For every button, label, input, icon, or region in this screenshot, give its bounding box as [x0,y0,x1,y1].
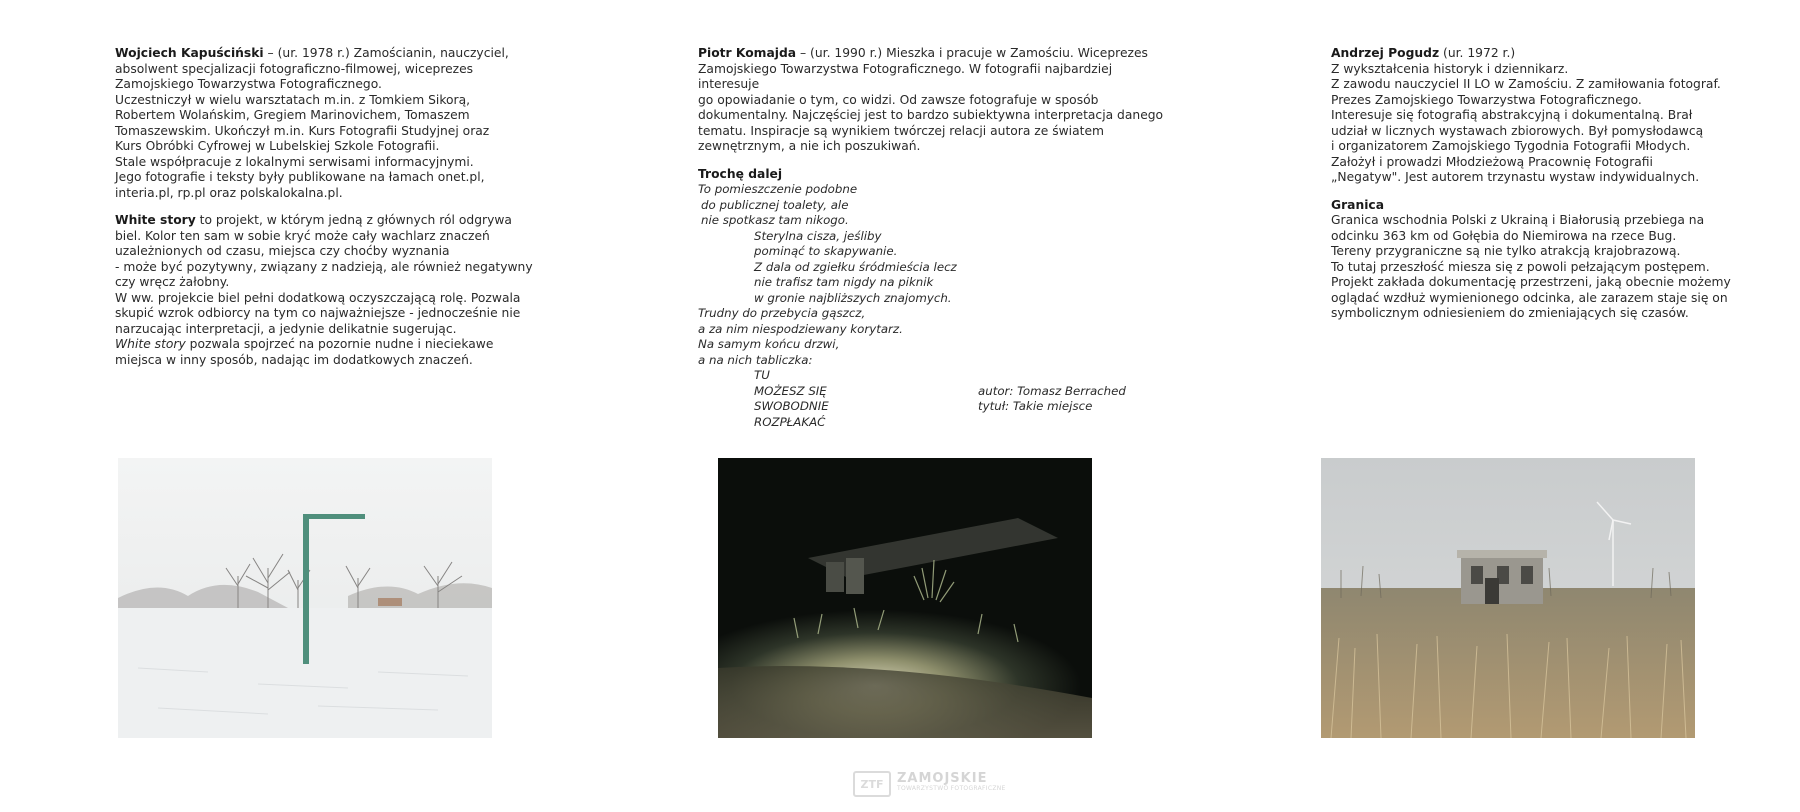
poem-line: Na samym końcu drzwi, [698,337,840,351]
project-intro: to projekt, w którym jedną z głównych ról odgrywa [195,213,512,227]
author-intro: – (ur. 1978 r.) Zamościanin, nauczyciel, [263,46,509,60]
poem-line: SWOBODNIE tytuł: Takie miejsce [754,399,1093,413]
project-line: W ww. projekcie biel pełni dodatkową oczyszczającą rolę. Pozwala [115,290,521,305]
bio-line: Kurs Obróbki Cyfrowej w Lubelskiej Szkole Fotografii. [115,139,440,153]
bio-line: Robertem Wolańskim, Gregiem Marinovichem, Tomaszem [115,108,470,122]
bio-line: i organizatorem Zamojskiego Tygodnia Fotografii Młodych. [1331,139,1691,153]
bio-line: Z zawodu nauczyciel II LO w Zamościu. Z zamiłowania fotograf. [1331,77,1721,91]
bio-line: Uczestniczył w wielu warsztatach m.in. z Tomkiem Sikorą, [115,92,471,107]
project-line: uzależnionych od czasu, miejsca czy choćby wyznania [115,244,450,258]
project-line: Tereny przygraniczne są nie tylko atrakcją krajobrazową. [1331,244,1681,258]
poem-line: TU [754,368,770,382]
author-intro: – (ur. 1990 r.) Mieszka i pracuje w Zamościu. Wiceprezes [796,46,1148,60]
project-title: White story [115,213,196,227]
logo-subtitle: TOWARZYSTWO FOTOGRAFICZNE [897,785,1006,792]
poem-line: nie spotkasz tam nikogo. [701,213,849,227]
poem-line: To pomieszczenie podobne [698,182,858,196]
poem-line: Trudny do przebycia gąszcz, [698,306,866,320]
bio-line: interia.pl, rp.pl oraz polskalokalna.pl. [115,185,343,200]
author-name: Andrzej Pogudz [1331,46,1440,60]
logo-title: ZAMOJSKIE [897,771,988,786]
project-line: biel. Kolor ten sam w sobie kryć może cały wachlarz znaczeń [115,228,490,243]
project-title-italic: White story [115,337,186,351]
poem-line: MOŻESZ SIĘ autor: Tomasz Berrached [754,383,1126,398]
project-line: oglądać wzdłuż wymienionego odcinka, ale zarazem staje się on [1331,290,1728,305]
poem-line: do publicznej toalety, ale [701,197,849,212]
project-title: Granica [1331,197,1385,212]
author-name: Piotr Komajda [698,46,797,60]
project-line: To tutaj przeszłość miesza się z powoli pełzającym postępem. [1331,259,1710,274]
bio-line: Jego fotografie i teksty były publikowane na łamach onet.pl, [115,170,485,184]
bio-line: Założył i prowadzi Młodzieżową Pracownię Fotografii [1331,154,1653,169]
bio-line: Interesuje się fotografią abstrakcyjną i dokumentalną. Brał [1331,108,1693,122]
bio-line: tematu. Inspiracje są wynikiem twórczej relacji autora ze światem [698,123,1104,138]
project-line: - może być pozytywny, związany z nadzieją, ale również negatywny [115,259,533,274]
column-komajda [698,46,1168,430]
bio-line: zewnętrznym, a nie ich poszukiwań. [698,139,921,153]
poem-line: a na nich tabliczka: [698,352,813,367]
project-line: skupić wzrok odbiorcy na tym co najważniejsze - jednocześnie nie [115,306,521,320]
closing-line: miejsca w inny sposób, nadając im dodatkowych znaczeń. [115,352,473,367]
bio-line: dokumentalny. Najczęściej jest to bardzo subiektywna interpretacja danego [698,108,1164,122]
poem-line: pominąć to skapywanie. [754,244,898,258]
poem-line: ROZPŁAKAĆ [754,414,826,429]
project-line: Granica wschodnia Polski z Ukrainą i Białorusią przebiega na [1331,213,1705,227]
bio-line: go opowiadanie o tym, co widzi. Od zawsze fotografuje w sposób [698,92,1099,107]
poem [698,182,1168,430]
bio-line: Stale współpracuje z lokalnymi serwisami informacyjnymi. [115,154,474,169]
poem-credit-author: autor: Tomasz Berrached [978,383,1126,398]
poem-line: nie trafisz tam nigdy na piknik [754,275,934,289]
closing-intro: pozwala spojrzeć na pozornie nudne i nieciekawe [185,337,494,351]
bio-line: Tomaszewskim. Ukończył m.in. Kurs Fotografii Studyjnej oraz [115,123,490,138]
author-intro: (ur. 1972 r.) [1439,46,1516,60]
bio-line: Z wykształcenia historyk i dziennikarz. [1331,61,1569,76]
poem-title: Trochę dalej [698,166,783,181]
bio-line: Zamojskiego Towarzystwa Fotograficznego. [115,77,382,91]
bio-line: absolwent specjalizacji fotograficzno-filmowej, wiceprezes [115,61,474,76]
project-line: czy wręcz żałobny. [115,275,230,289]
bio-line: udział w licznych wystawach zbiorowych. Był pomysłodawcą [1331,123,1704,138]
poem-line: Z dala od zgiełku śródmieścia lecz [754,259,957,274]
logo-mark: ZTF [853,771,891,797]
photo-trochę-dalej [718,458,1092,738]
bio-line: „Negatyw". Jest autorem trzynastu wystaw indywidualnych. [1331,170,1700,184]
column-pogudz [1331,46,1771,322]
author-name: Wojciech Kapuściński [115,46,264,60]
project-line: Projekt zakłada dokumentację przestrzeni, jaką obecnie możemy [1331,275,1731,289]
column-kapuscinski [115,46,545,368]
poem-line: a za nim niespodziewany korytarz. [698,321,903,336]
project-line: symbolicznym odniesieniem do zmieniających się czasów. [1331,306,1689,320]
photo-granica [1321,458,1695,738]
project-line: narzucając interpretacji, a jedynie delikatnie sugerując. [115,321,457,336]
project-line: odcinku 363 km od Gołębia do Niemirowa na rzece Bug. [1331,228,1677,243]
bio-line: Zamojskiego Towarzystwa Fotograficznego. W fotografii najbardziej interesuje [698,61,1113,91]
poem-credit-title: tytuł: Takie miejsce [978,399,1093,413]
poem-line: Sterylna cisza, jeśliby [754,228,882,243]
bio-line: Prezes Zamojskiego Towarzystwa Fotograficznego. [1331,92,1642,107]
photo-white-story [118,458,492,738]
zamojskie-logo [853,771,1006,797]
poem-line: w gronie najbliższych znajomych. [754,290,952,305]
